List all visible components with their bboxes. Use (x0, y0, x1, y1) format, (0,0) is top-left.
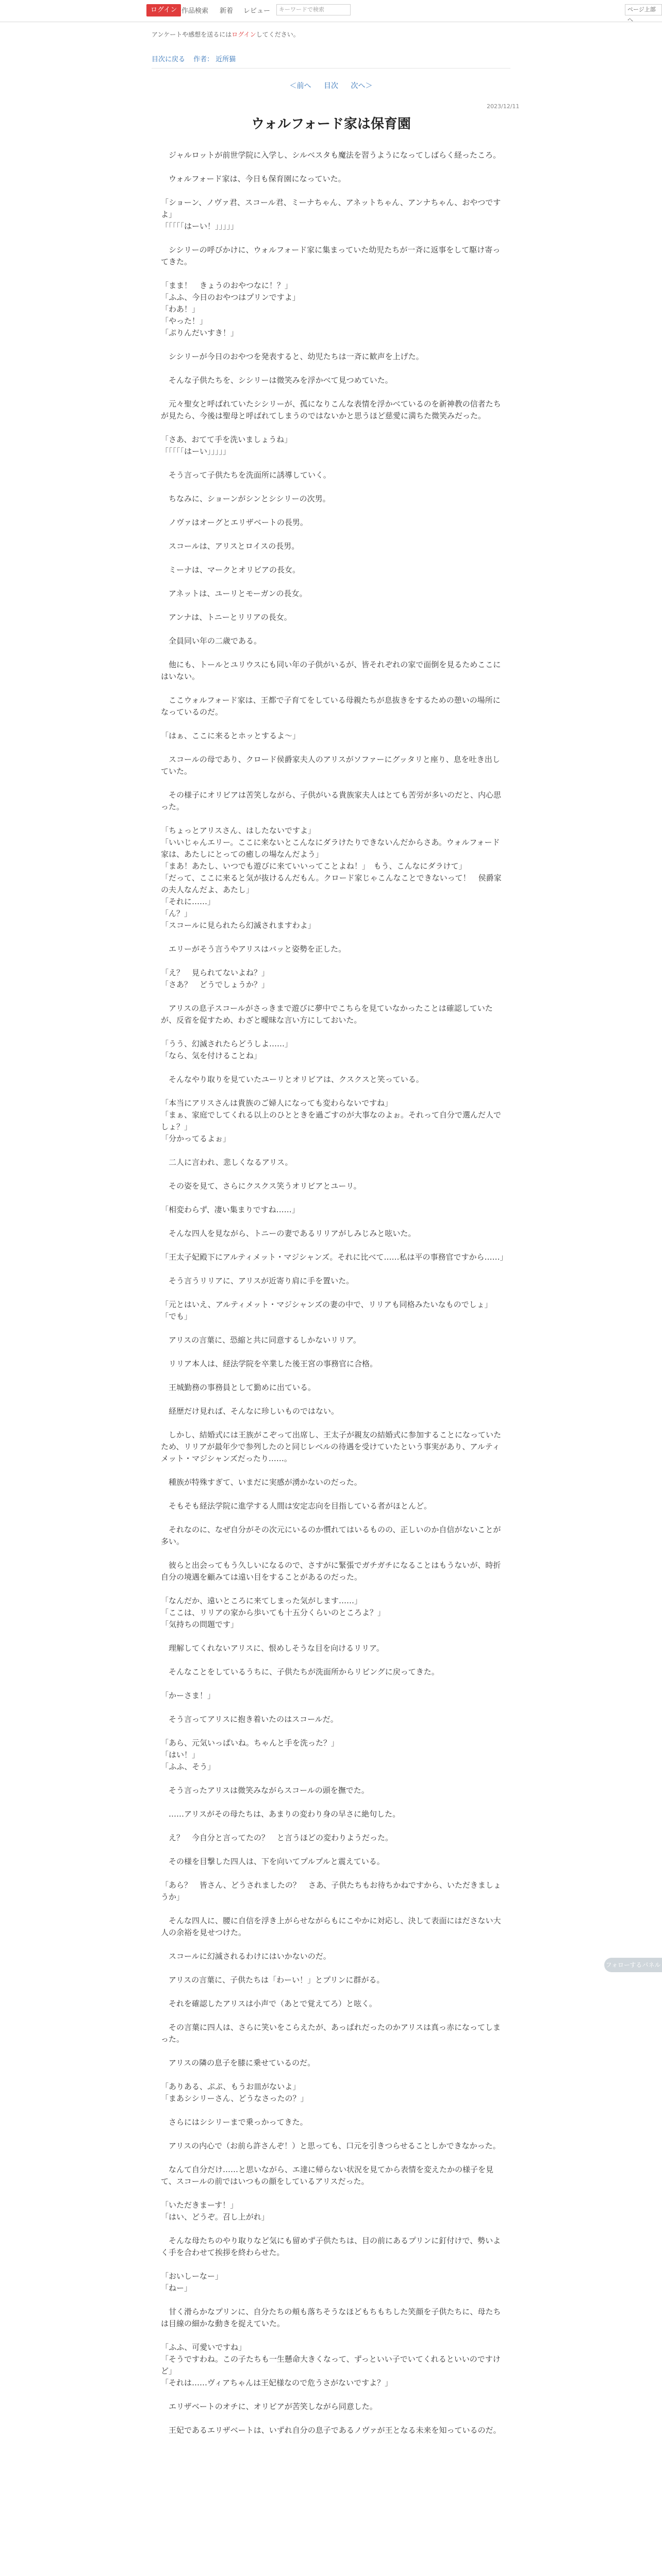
story-paragraph: 理解してくれないアリスに、恨めしそうな目を向けるリリア。 (161, 1643, 384, 1653)
top-navigation-bar (0, 0, 662, 22)
story-paragraph: 「ふふ、可愛いですね」 「そうですわね。この子たちも一生懸命大きくなって、ずっといい子でいてくれるといいのですけど」 「それは……ヴィアちゃんは王妃様なので危うさがないですよ？」 (161, 2343, 501, 2387)
story-paragraph: アリスの隣の息子を膝に乗せているのだ。 (161, 2058, 316, 2067)
story-paragraph: 経歴だけ見れば、そんなに珍しいものではない。 (161, 1406, 339, 1416)
notice-pre: アンケートや感想を送るには (152, 31, 232, 38)
breadcrumb (152, 54, 242, 63)
story-paragraph: 「あら？ 皆さん、どうされましたの？ さあ、子供たちもお待ちかねですから、いただきましょうか」 (161, 1880, 501, 1902)
story-paragraph: 「ありある、ぷぷ、もうお皿がないよ」 「まあシシリーさん、どうなさったの？」 (161, 2082, 308, 2103)
story-paragraph: 「まま！ きょうのおやつなに！？」 「ふふ、今日のおやつはプリンですよ」 「わあ！」 「やった！」 「ぷりんだいすき！」 (161, 281, 300, 337)
breadcrumb-toc-link[interactable]: 目次に戻る (152, 56, 186, 63)
next-chapter-link[interactable]: 次へ＞ (351, 82, 373, 90)
story-paragraph: そう言ったアリスは微笑みながらスコールの頭を撫でた。 (161, 1786, 369, 1795)
story-paragraph: スコールに幻滅されるわけにはいかないのだ。 (161, 1952, 331, 1961)
story-paragraph: 王妃であるエリザベートは、いずれ自分の息子であるノヴァが王となる未来を知っているのだ。 (161, 2426, 501, 2435)
story-paragraph: 「あら、元気いっぱいね。ちゃんと手を洗った？」 「はい！」 「ふふ、そう」 (161, 1738, 339, 1771)
login-button[interactable]: ログイン (146, 4, 181, 16)
story-paragraph: そんなやり取りを見ていたユーリとオリビアは、クスクスと笑っている。 (161, 1075, 424, 1084)
prev-chapter-link[interactable]: ＜前へ (289, 82, 311, 90)
story-paragraph: 王城勤務の事務員として勤めに出ている。 (161, 1383, 316, 1392)
story-paragraph: さらにはシシリーまで乗っかってきた。 (161, 2117, 308, 2127)
story-paragraph: アンナは、トニーとリリアの長女。 (161, 613, 292, 622)
toc-link[interactable]: 目次 (324, 82, 338, 90)
follow-panel-button[interactable]: フォローするパネル (604, 1958, 662, 1972)
story-paragraph: それを確認したアリスは小声で（あとで覚えてろ）と呟く。 (161, 1999, 377, 2008)
story-paragraph: アリスの言葉に、恐縮と共に同意するしかないリリア。 (161, 1335, 361, 1345)
story-paragraph: エリーがそう言うやアリスはバッと姿勢を正した。 (161, 944, 346, 954)
login-notice (152, 30, 300, 39)
story-paragraph: アリスの内心で（お前ら許さんぞ！）と思っても、口元を引きつらせることしかできなかった。 (161, 2141, 501, 2150)
story-paragraph: なんて自分だけ……と思いながら、エ達に帰らない状況を見てから表情を変えたかの様子を見て、スコールの前ではいつもの顔をしているアリスだった。 (161, 2165, 494, 2186)
story-paragraph: 「相変わらず、凄い集まりですね……」 (161, 1205, 300, 1214)
search-input[interactable]: キーワードで検索 (276, 4, 351, 15)
story-paragraph: エリザベートのオチに、オリビアが苦笑しながら同意した。 (161, 2402, 377, 2411)
chapter-title: ウォルフォード家は保育園 (251, 116, 411, 132)
chapter-pager (0, 80, 662, 91)
story-paragraph: その様子にオリビアは苦笑しながら、子供がいる貴族家夫人はとても苦労が多いのだと、内心思った。 (161, 790, 502, 811)
story-paragraph: 二人に言われ、悲しくなるアリス。 (161, 1158, 293, 1167)
story-paragraph: それなのに、なぜ自分がその次元にいるのか慣れてはいるものの、正しいのか自信がないことが多い。 (161, 1525, 501, 1546)
story-paragraph: ジャルロットが前世学院に入学し、シルベスタも魔法を習うようになってしばらく経ったころ。 (161, 150, 501, 160)
notice-post: してください。 (256, 31, 300, 38)
story-paragraph: 「なんだか、遠いところに来てしまった気がします……」 「ここは、リリアの家から歩いても十五分くらいのところよ？」 「気持ちの問題です」 (161, 1596, 386, 1629)
story-paragraph: シシリーが今日のおやつを発表すると、幼児たちは一斉に歓声を上げた。 (161, 352, 424, 361)
story-paragraph: え？ 今自分と言ってたの？ と言うほどの変わりようだった。 (161, 1833, 393, 1842)
story-paragraph: そんな四人を見ながら、トニーの妻であるリリアがしみじみと呟いた。 (161, 1229, 416, 1238)
story-paragraph: 彼らと出会ってもう久しいになるので、さすがに緊張でガチガチになることはもうないが、時折自分の境遇を顧みては遠い目をすることがあるのだった。 (161, 1561, 501, 1582)
story-paragraph: 「さあ、おてて手を洗いましょうね」 「「「「「はーい」」」」」 (161, 435, 292, 456)
story-paragraph: ウォルフォード家は、今日も保育園になっていた。 (161, 174, 346, 183)
nav-search-link[interactable]: 作品検索 (181, 7, 209, 15)
story-paragraph: シシリーの呼びかけに、ウォルフォード家に集まっていた幼児たちが一斉に返事をして駆け寄ってきた。 (161, 245, 501, 266)
story-paragraph: その姿を見て、さらにクスクス笑うオリビアとユーリ。 (161, 1181, 361, 1191)
story-paragraph: そんな子供たちを、シシリーは微笑みを浮かべて見つめていた。 (161, 376, 393, 385)
top-right-button[interactable]: ページ上部へ (625, 4, 662, 15)
story-paragraph: 「うう、幻滅されたらどうしよ……」 「なら、気を付けることね」 (161, 1039, 293, 1060)
breadcrumb-author-link[interactable]: 作者： 近所猫 (193, 56, 236, 63)
story-body (161, 149, 507, 2448)
story-paragraph: そんなことをしているうちに、子供たちが洗面所からリビングに戻ってきた。 (161, 1667, 439, 1676)
story-paragraph: スコールは、アリスとロイスの長男。 (161, 541, 300, 551)
story-paragraph: その様を目撃した四人は、下を向いてプルプルと震えている。 (161, 1857, 385, 1866)
story-paragraph: リリア本人は、経法学院を卒業した後王宮の事務官に合格。 (161, 1359, 378, 1368)
divider (152, 68, 510, 69)
story-paragraph: その言葉に四人は、さらに笑いをこらえたが、あっぱれだったのかアリスは真っ赤になってしまった。 (161, 2023, 501, 2044)
story-paragraph: そもそも経法学院に進学する人間は安定志向を目指している者がほとんど。 (161, 1501, 432, 1511)
story-paragraph: 「王太子妃殿下にアルティメット・マジシャンズ。それに比べて……私は平の事務官ですから……」 (161, 1252, 508, 1262)
story-paragraph: 「ちょっとアリスさん、はしたないですよ」 「いいじゃんエリー。ここに来ないとこんなにダラけたりできないんだからさあ。ウォルフォード家は、あたしにとっての癒しの場なんだよう」 「まあ！あたし、いつでも遊びに来ていいってことよね！」 もう、こんなにダラけて」 「だって、ここに来ると気が抜けるんだもん。クロード家じゃこんなことできないって！ 侯爵家の夫人なんだよ、あたし」 「それに……」 「ん？」 「スコールに見られたら幻滅されますわよ」 (161, 826, 502, 930)
story-paragraph: アネットは、ユーリとモーガンの長女。 (161, 589, 307, 598)
story-paragraph: そう言って子供たちを洗面所に誘導していく。 (161, 470, 331, 480)
story-paragraph: ……アリスがその母たちは、あまりの変わり身の早さに絶句した。 (161, 1809, 401, 1819)
story-paragraph: 甘く滑らかなプリンに、自分たちの頬も落ちそうなほどもちもちした笑顔を子供たちに、母たちは目線の細かな動きを捉えていた。 (161, 2307, 501, 2328)
story-paragraph: 種族が特殊すぎて、いまだに実感が湧かないのだった。 (161, 1478, 362, 1487)
publish-date: 2023/12/11 (487, 103, 520, 110)
story-paragraph: ここウォルフォード家は、王都で子育てをしている母親たちが息抜きをするための憩いの場所になっているのだ。 (161, 696, 501, 717)
story-paragraph: そう言ってアリスに抱き着いたのはスコールだ。 (161, 1715, 338, 1724)
story-paragraph: 「かーさま！」 (161, 1691, 216, 1700)
story-paragraph: そんな母たちのやり取りなど気にも留めず子供たちは、目の前にあるプリンに釘付けで、勢いよく手を合わせて挨拶を終わらせた。 (161, 2236, 501, 2257)
story-paragraph: 全員同い年の二歳である。 (161, 636, 262, 646)
story-paragraph: そう言うリリアに、アリスが近寄り肩に手を置いた。 (161, 1276, 354, 1285)
story-paragraph: しかし、結婚式には王族がこぞって出席し、王太子が親友の結婚式に参加することになっていたため、リリアが最年少で参列したのと同じレベルの待遇を受けていたという事実があり、アルティメット・マジシャンズだったり……。 (161, 1430, 502, 1463)
story-paragraph: 他にも、トールとユリウスにも同い年の子供がいるが、皆それぞれの家で面倒を見るためここにはいない。 (161, 660, 501, 681)
notice-login-link[interactable]: ログイン (231, 31, 256, 38)
story-paragraph: アリスの言葉に、子供たちは「わーい！」とプリンに群がる。 (161, 1975, 385, 1985)
story-paragraph: 「え？ 見られてないよね？」 「さあ？ どうでしょうか？」 (161, 968, 270, 989)
nav-review-link[interactable]: レビュー (243, 7, 271, 15)
story-paragraph: 元々聖女と呼ばれていたシシリーが、孤になりこんな表情を浮かべているのを新神教の信者たちが見たら、今後は聖母と呼ばれてしまうのではないかと思うほど慈愛に満ちた微笑みだった。 (161, 399, 501, 420)
story-paragraph: 「ショーン、ノヴァ君、スコール君、ミーナちゃん、アネットちゃん、アンナちゃん、おやつですよ」 「「「「「はーい！」」」」」 (161, 198, 501, 231)
story-paragraph: 「いただきまーす！」 「はい、どうぞ。召し上がれ」 (161, 2200, 269, 2222)
story-paragraph: 「元とはいえ、アルティメット・マジシャンズの妻の中で、リリアも同格みたいなものでしょ」 「でも」 (161, 1300, 492, 1321)
story-paragraph: 「はぁ、ここに来るとホッとするよ～」 (161, 731, 301, 740)
story-paragraph: スコールの母であり、クロード侯爵家夫人のアリスがソファーにグッタリと座り、息を吐き出していた。 (161, 755, 500, 776)
story-paragraph: 「おいしーなー」 「ねー」 (161, 2272, 223, 2293)
story-paragraph: アリスの息子スコールがさっきまで遊びに夢中でこちらを見ていなかったことは確認していたが、反省を促すため、わざと曖昧な言い方にしておいた。 (161, 1004, 493, 1025)
story-paragraph: ちなみに、ショーンがシンとシシリーの次男。 (161, 494, 330, 503)
story-paragraph: 「本当にアリスさんは貴族のご婦人になっても変わらないですね」 「まぁ、家庭でしてくれる以上のひとときを過ごすのが大事なのよぉ。それって自分で選んだ人でしょ？」 「分かってるよぉ」 (161, 1098, 502, 1143)
story-paragraph: そんな四人に、腰に自信を浮き上がらせながらもにこやかに対応し、決して表面にはださない大人の余裕を見せつけた。 (161, 1916, 501, 1937)
nav-new-link[interactable]: 新着 (220, 7, 234, 15)
story-paragraph: ノヴァはオーグとエリザベートの長男。 (161, 518, 308, 527)
story-paragraph: ミーナは、マークとオリビアの長女。 (161, 565, 301, 574)
